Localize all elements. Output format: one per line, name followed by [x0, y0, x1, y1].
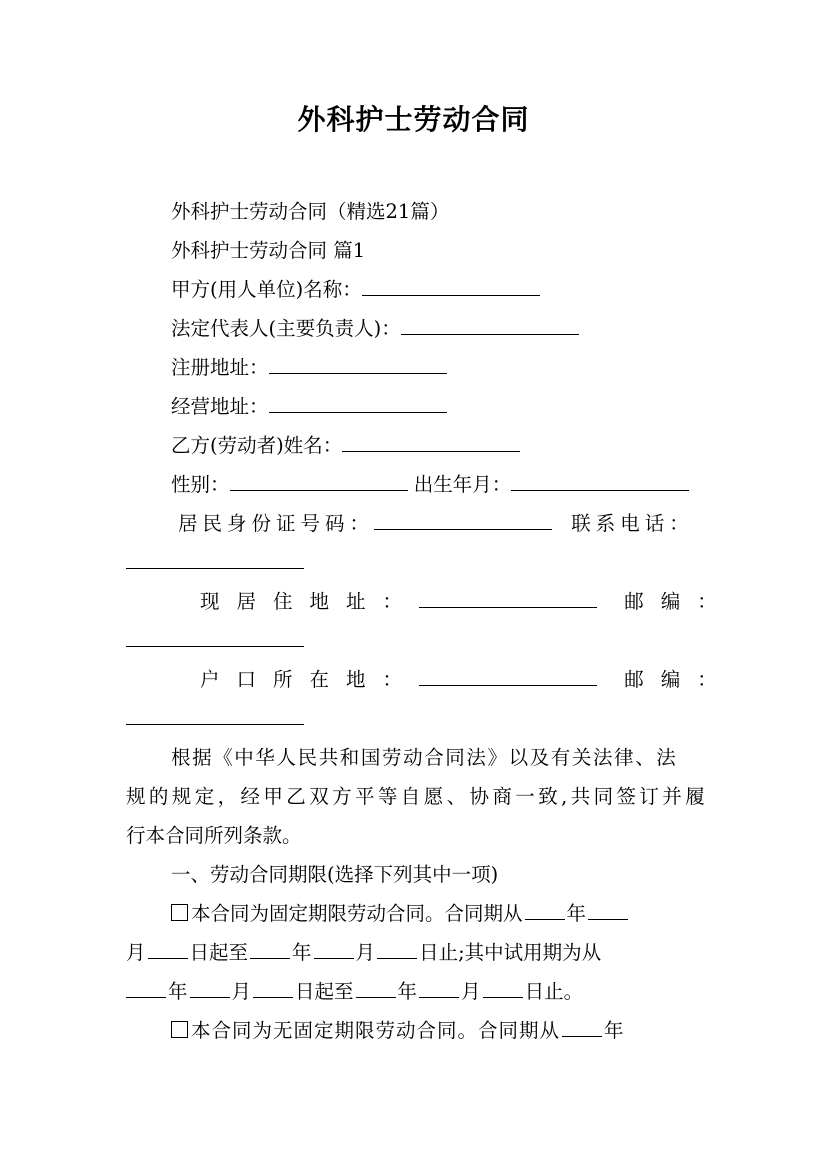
party-b-name-blank [342, 433, 520, 452]
clause1-heading: 一、劳动合同期限(选择下列其中一项) [171, 863, 499, 886]
option1-text: 本合同为固定期限劳动合同。合同期从 [191, 902, 523, 925]
trial-month-blank [190, 979, 230, 998]
month-blank [588, 901, 628, 920]
current-address-label: 现居住地址： [200, 590, 420, 613]
trial-end-year-label: 年 [397, 980, 418, 1003]
clause1-option1-row2 [126, 940, 702, 966]
trial-end-year-blank [356, 979, 396, 998]
clause1-option1-row3 [126, 979, 702, 1005]
paragraph-line-3: 行本合同所列条款。 [126, 824, 302, 847]
biz-address-label: 经营地址： [171, 395, 269, 418]
day-from-label: 日起至 [189, 941, 249, 964]
biz-address-row [171, 394, 747, 420]
day-blank [148, 940, 188, 959]
trial-day-from-label: 日起至 [295, 980, 354, 1003]
clause1-option2-row [171, 1018, 747, 1044]
open-year-blank [562, 1018, 602, 1037]
year-end-blank [250, 940, 290, 959]
legal-rep-row [171, 316, 747, 342]
trial-end-month-blank [419, 979, 459, 998]
year-label: 年 [566, 902, 587, 925]
year-blank [525, 901, 565, 920]
postcode2-label: 邮编： [624, 668, 734, 691]
legal-rep-label: 法定代表人(主要负责人)： [171, 317, 401, 340]
party-a-name-blank [362, 277, 540, 296]
legal-rep-blank [401, 316, 579, 335]
id-number-blank [374, 511, 552, 530]
postcode1-blank [126, 628, 304, 647]
month-end-label: 月 [355, 941, 376, 964]
biz-address-blank [269, 394, 447, 413]
trial-day-blank [253, 979, 293, 998]
reg-address-blank [269, 355, 447, 374]
day-to-label: 日止;其中试用期为从 [419, 941, 602, 964]
document-title: 外科护士劳动合同 [297, 103, 530, 136]
year-end-label: 年 [292, 941, 312, 964]
party-a-name-row [171, 277, 747, 303]
trial-end-month-label: 月 [461, 980, 481, 1003]
postcode2-blank-row [126, 706, 702, 732]
option2-text: 本合同为无固定期限劳动合同。合同期从 [191, 1019, 561, 1042]
trial-year-label: 年 [168, 980, 188, 1003]
postcode2-blank [126, 706, 304, 725]
hukou-row [200, 667, 734, 693]
reg-address-row [171, 355, 747, 381]
clause1-option1-row [171, 901, 747, 927]
current-address-blank [419, 589, 597, 608]
id-number-label: 居民身份证号码： [178, 512, 375, 535]
checkbox-open-term[interactable] [171, 1021, 188, 1038]
section-title: 外科护士劳动合同 篇1 [171, 239, 366, 262]
phone-label: 联系电话： [571, 512, 694, 535]
hukou-blank [419, 667, 597, 686]
open-year-label: 年 [604, 1019, 625, 1042]
gender-label: 性别： [171, 473, 230, 496]
reg-address-label: 注册地址： [171, 356, 269, 379]
birth-label: 出生年月： [413, 473, 512, 496]
trial-day-end-label: 日止。 [524, 980, 584, 1003]
paragraph-line-1: 根据《中华人民共和国劳动合同法》以及有关法律、法 [171, 746, 678, 769]
checkbox-fixed-term[interactable] [171, 904, 188, 921]
trial-month-label: 月 [231, 980, 252, 1003]
id-phone-row [178, 511, 702, 537]
month-end-blank [314, 940, 354, 959]
gender-birth-row [171, 472, 747, 498]
gender-blank [230, 472, 408, 491]
party-a-name-label: 甲方(用人单位)名称： [171, 278, 362, 301]
birth-blank [511, 472, 689, 491]
day-end-blank [377, 940, 417, 959]
paragraph-line-2: 规的规定，经甲乙双方平等自愿、协商一致,共同签订并履 [126, 785, 709, 808]
trial-end-day-blank [483, 979, 523, 998]
hukou-label: 户口所在地： [200, 668, 420, 691]
postcode1-blank-row [126, 628, 702, 654]
phone-blank [126, 550, 304, 569]
current-address-row [200, 589, 734, 615]
postcode1-label: 邮编： [624, 590, 734, 613]
document-subtitle: 外科护士劳动合同（精选21篇） [171, 200, 450, 223]
party-b-name-label: 乙方(劳动者)姓名： [171, 434, 343, 457]
trial-year-blank [126, 979, 166, 998]
party-b-name-row [171, 433, 747, 459]
month-label: 月 [126, 941, 146, 964]
phone-blank-row [126, 550, 702, 576]
